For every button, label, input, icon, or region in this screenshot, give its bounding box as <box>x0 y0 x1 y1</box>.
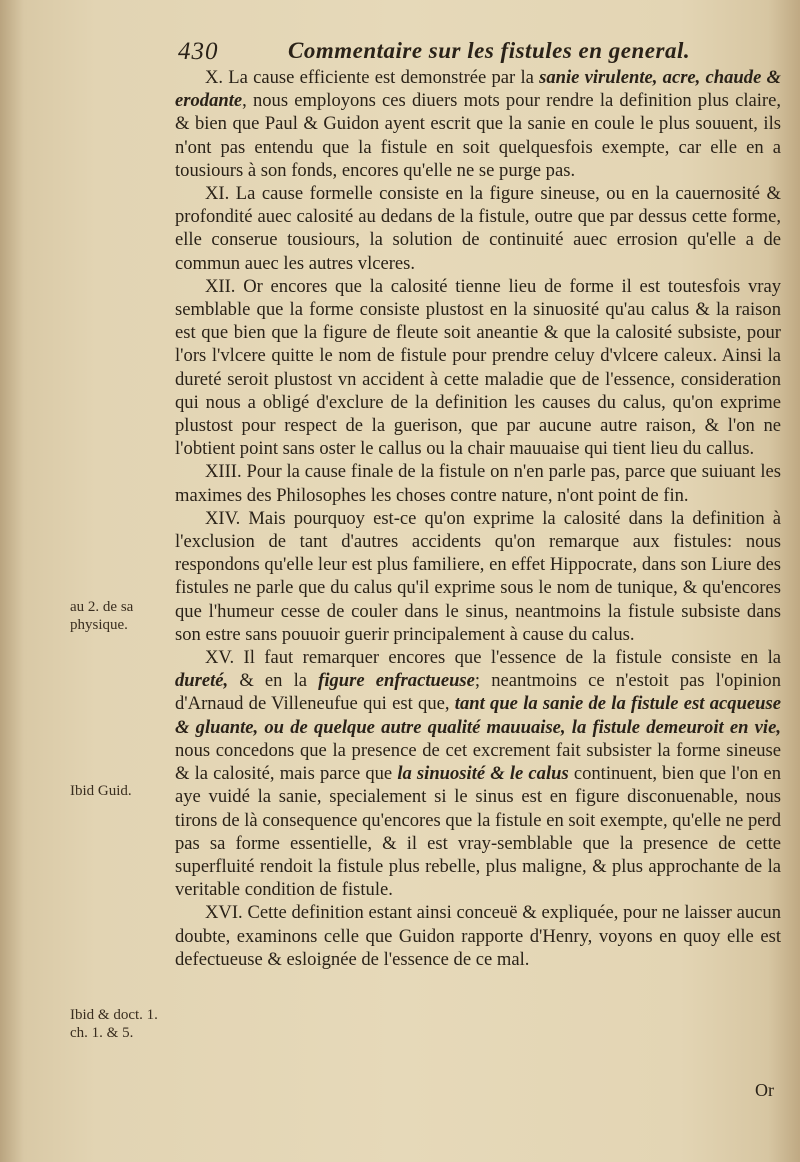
text-segment: XV. Il faut remarquer encores que l'essence de la fistule consiste en la <box>205 647 781 669</box>
text-segment: nous concedons que la presence de cet excrement fait subsister la forme sineuse & la calosité, mais parce que <box>175 739 781 785</box>
paragraph-xiii <box>175 460 781 506</box>
running-title: Commentaire sur les fistules en general. <box>288 38 691 63</box>
italic-segment: dureté, <box>175 670 229 692</box>
page-number: 430 <box>178 38 219 65</box>
text-segment: X. La cause efficiente est demonstrée par la <box>205 67 540 88</box>
italic-segment: tant que la sanie de la fistule est acqueuse & gluante, ou de quelque autre qualité mauuaise, la fistule demeuroit en vie, <box>175 693 782 738</box>
text-segment: XIII. Pour la cause finale de la fistule on n'en parle pas, parce que suiuant les maximes des Philosophes les choses contre nature, n'ont point de fin. <box>175 461 781 506</box>
paragraph-xv <box>175 646 781 901</box>
text-segment: XII. Or encores que la calosité tienne lieu de forme il est toutesfois vray semblable que la forme consiste plustost en la sinuosité qu'au calus & la raison est que bien que la figure de fleute soit aneantie & que la calosité subsiste, pour l'ors l'vlcere quitte le nom de fistule pour prendre celuy d'vlcere caleux. Ainsi la dureté seroit plustost vn accident à cette maladie que de l'essence, consideration qui nous a obligé d'exclure de la definition les causes du calus, qu'on exprime plustost pour respect de la guerison, que par aucune autre raison, & l'on ne l'obtient point sans oster le callus ou la chair mauuaise qui tient lieu du callus. <box>175 275 781 460</box>
page-header <box>178 38 698 68</box>
paragraph-xii <box>175 275 781 461</box>
catchword: Or <box>755 1080 774 1100</box>
paragraph-x <box>175 66 781 182</box>
margin-note-ibid-doct: Ibid & doct. 1. ch. 1. & 5. <box>70 1007 158 1041</box>
main-text <box>175 66 781 971</box>
text-segment: , nous employons ces diuers mots pour rendre la definition plus claire, & bien que Paul & Guidon ayent escrit que la sanie en coule le plus souuent, ils n'ont pas entendu que la fistule en soit quelquesfois exempte, car elle en a tousiours à son fonds, encores qu'elle ne se purge pas. <box>175 90 781 181</box>
italic-segment: la sinuosité & le calus <box>397 763 569 785</box>
text-segment: XI. La cause formelle consiste en la figure sineuse, ou en la cauernosité & profondité auec calosité au dedans de la fistule, outre que par dessus cette forme, elle conserue tousiours, la solution de continuité auec errosion qu'elle a de commun auec les autres vlceres. <box>175 183 781 274</box>
text-segment: XVI. Cette definition estant ainsi conceuë & expliquée, pour ne laisser aucun doubte, examinons celle que Guidon rapporte d'Henry, voyons en quoy elle est defectueuse & esloignée de l'essence de ce mal. <box>175 902 781 970</box>
margin-note-ibid-guid: Ibid Guid. <box>70 783 132 799</box>
paragraph-xvi <box>175 901 781 971</box>
paragraph-xi <box>175 182 781 275</box>
margin-note-physique: au 2. de sa physique. <box>70 599 134 633</box>
text-segment: XIV. Mais pourquoy est-ce qu'on exprime la calosité dans la definition à l'exclusion de tant d'autres accidents qu'on remarque aux fistules: nous respondons qu'elle leur est plus familiere, en effet Hippocrate, dans son Liure des fistules ne parle que du calus qu'il exprime sous le nom de tunique, & qu'encores que l'humeur cesse de couler dans le sinus, neantmoins la fistule subsiste dans son estre sans pouuoir guerir principalement à cause du calus. <box>175 507 781 645</box>
text-segment: & en la <box>228 670 319 692</box>
text-segment: continuent, bien que l'on en aye vuidé la sanie, specialement si le sinus est en figure disconuenable, nous tirons de là consequence qu'encores que la fistule en soit exempte, qu'elle ne perd pas sa forme essentielle, & il est vray-semblable que la presence de cette superfluité rendoit la fistule plus rebelle, plus maligne, & plus approchante de la veritable condition de fistule. <box>175 763 782 901</box>
italic-segment: sanie virulente, acre, chaude & erodante <box>175 67 782 112</box>
paragraph-xiv <box>175 507 781 646</box>
italic-segment: figure enfractueuse <box>318 670 475 692</box>
text-segment: ; neantmoins ce n'estoit pas l'opinion d'Arnaud de Villeneufue qui est que, <box>175 670 781 715</box>
